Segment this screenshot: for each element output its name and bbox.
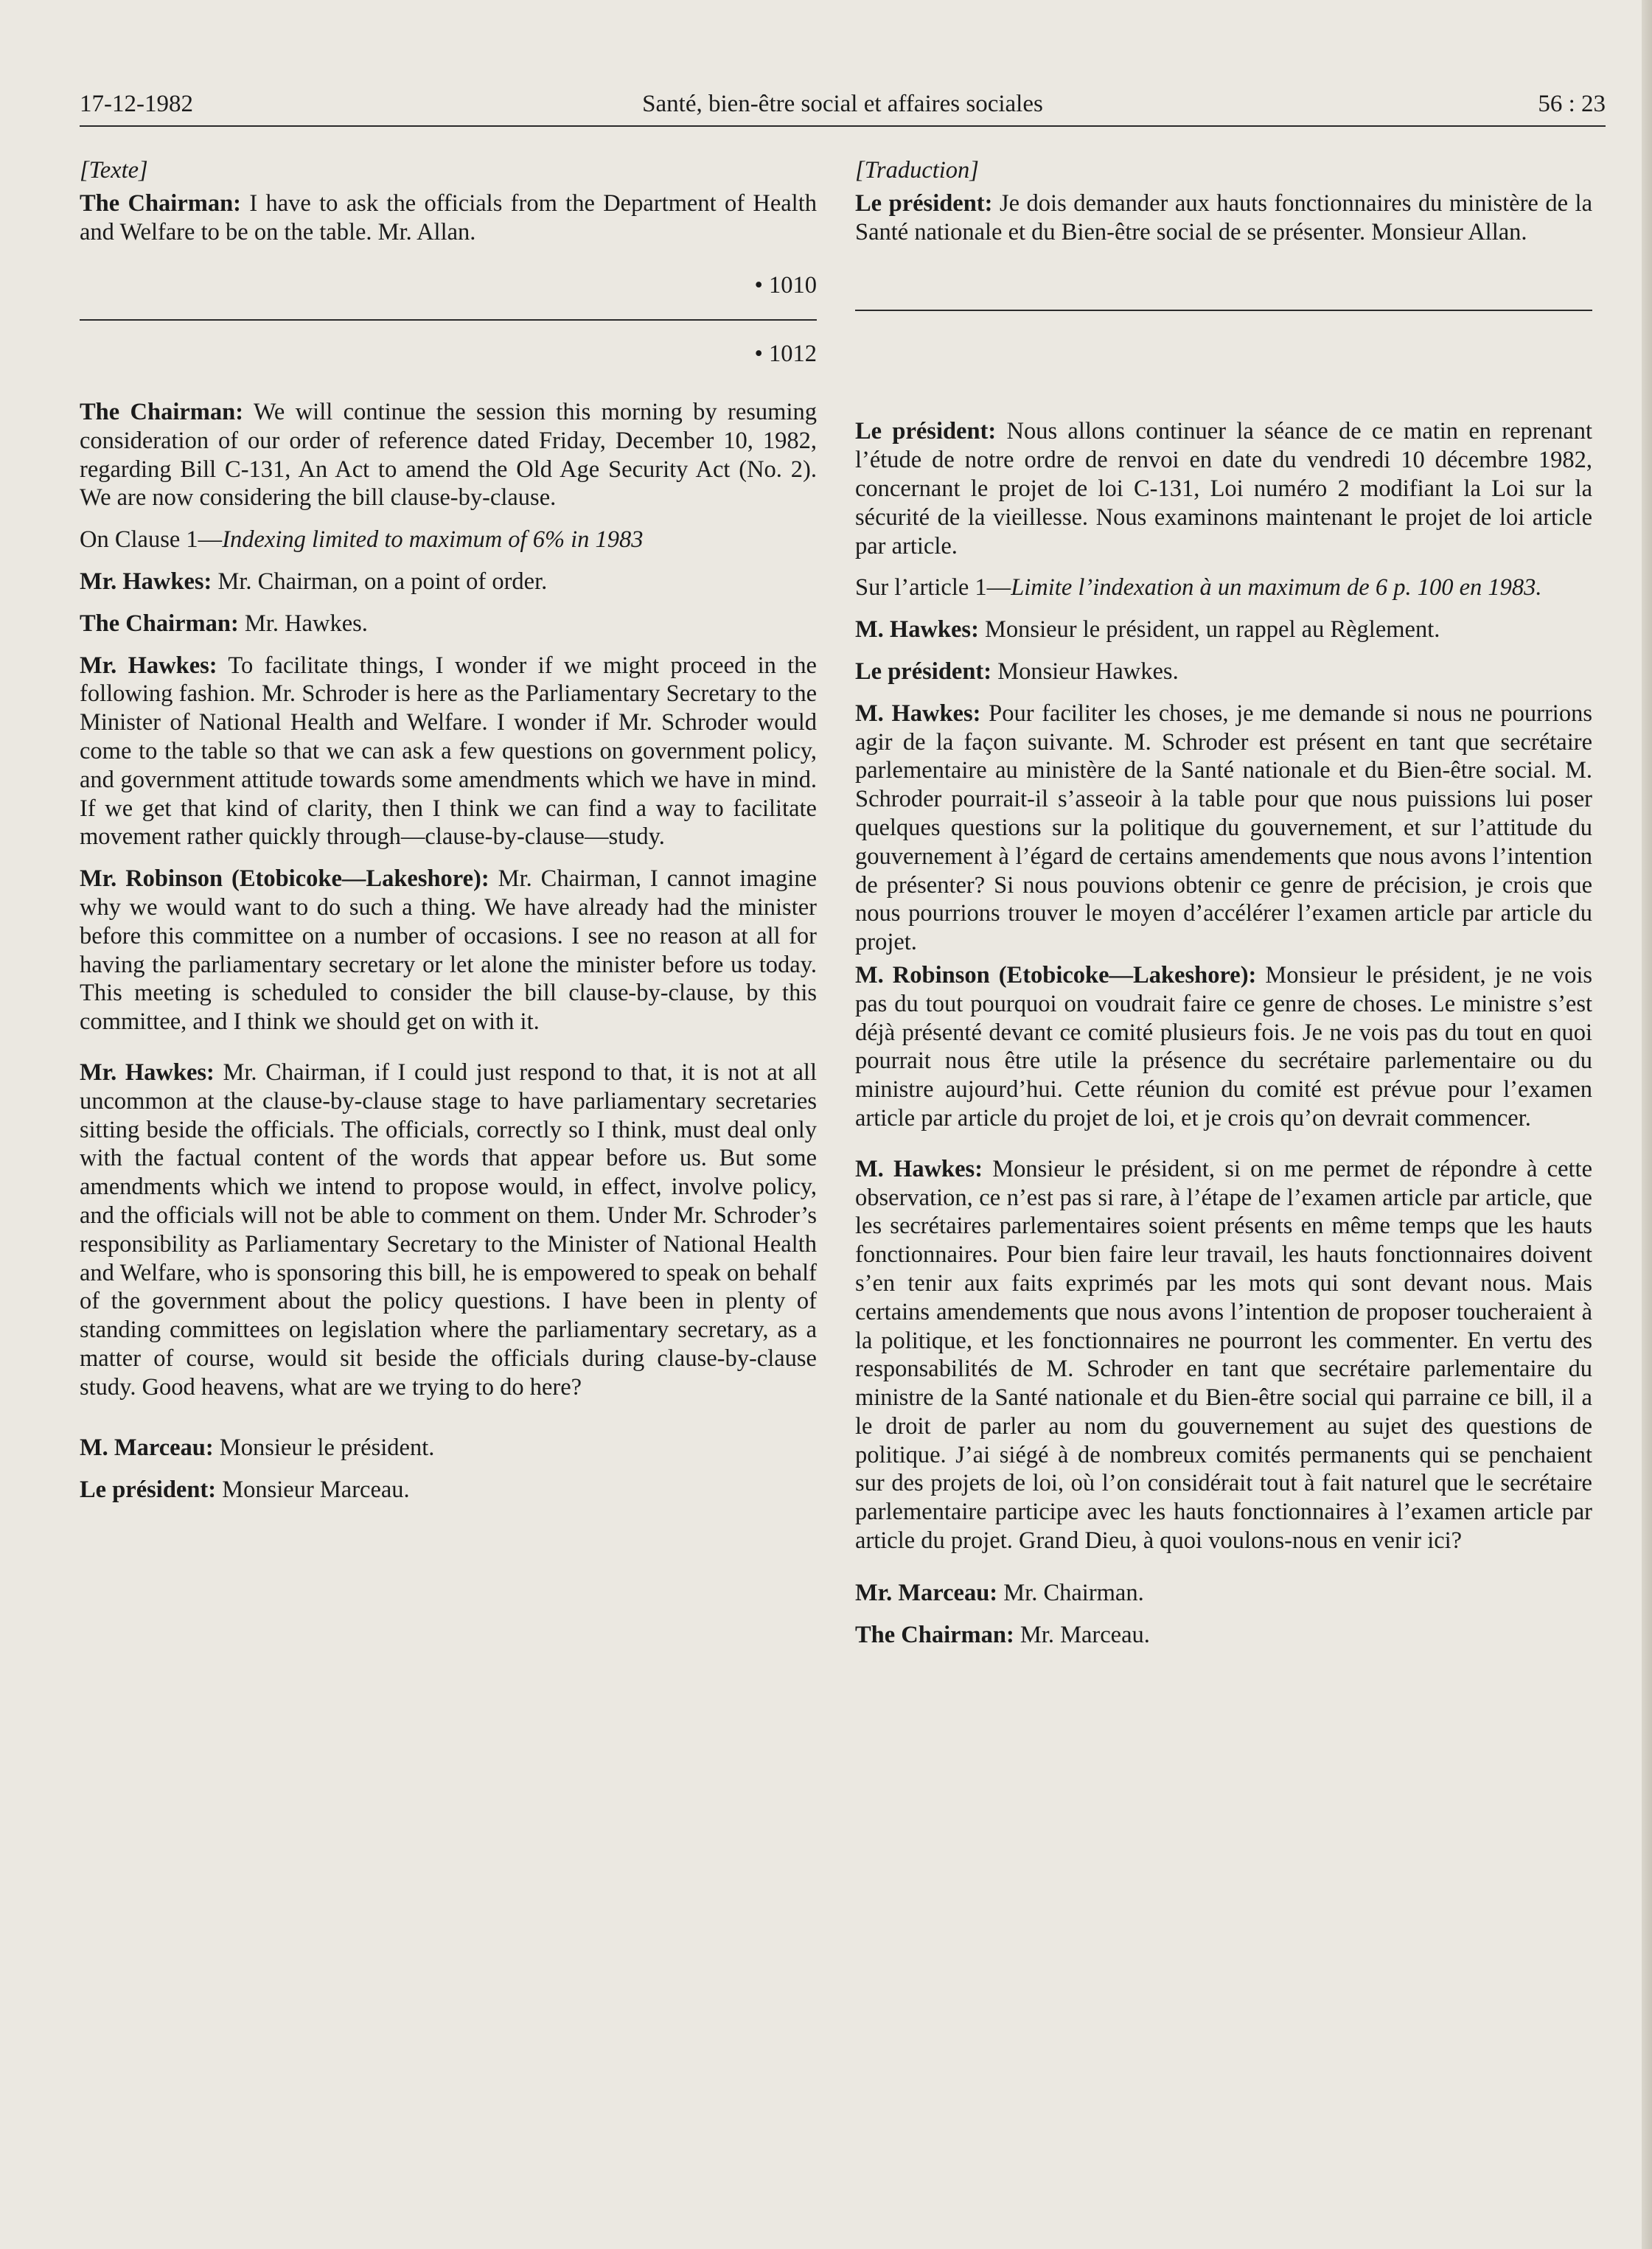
- header-title: Santé, bien-être social et affaires sociales: [642, 91, 1043, 117]
- speaker: M. Robinson (Etobicoke—Lakeshore):: [855, 961, 1257, 988]
- clause-heading: [855, 573, 1592, 602]
- speaker: Le président:: [855, 189, 993, 217]
- paragraph: [80, 1476, 817, 1504]
- speaker: The Chairman:: [80, 610, 239, 637]
- speech: Pour faciliter les choses, je me demande si nous ne pourrions agir de la façon suivante. M. Schroder est présent en tant que secrétaire parlementaire au ministère de la Santé nationale et du Bien-être social. M. Schroder pourrait-il s’asseoir à la table pour que nous puissions lui poser quelques questions sur la politique du gouvernement, et sur l’attitude du gouvernement à l’égard de certains amendements que nous avons l’intention de présenter? Si nous pouvions obtenir ce genre de précision, je crois que nous pourrions trouver le moyen d’accélérer l’examen article par article du projet.: [855, 700, 1592, 956]
- speech: Monsieur le président, un rappel au Règlement.: [978, 616, 1440, 644]
- speaker: Mr. Hawkes:: [80, 568, 212, 595]
- speaker: The Chairman:: [855, 1621, 1014, 1648]
- speech: Mr. Chairman, on a point of order.: [212, 568, 548, 595]
- speech: Mr. Hawkes.: [238, 610, 368, 637]
- speaker: The Chairman:: [80, 398, 244, 425]
- paragraph: [855, 1155, 1592, 1555]
- left-column: [80, 156, 817, 1504]
- paragraph: [80, 865, 817, 1036]
- speech: We will continue the session this morning by resuming consideration of our order of reference dated Friday, December 10, 1982, regarding Bill C-131, An Act to amend the Old Age Security Act (No. 2). We are now considering the bill clause-by-clause.: [80, 398, 817, 512]
- column-tag: [Traduction]: [855, 157, 979, 184]
- paragraph: [855, 417, 1592, 560]
- speech: Monsieur le président, si on me permet de répondre à cette observation, ce n’est pas si rare, à l’étape de l’examen article par article, que les secrétaires parlementaires soient présents en même temps que les hauts fonctionnaires. Pour bien faire leur travail, les hauts fonctionnaires doivent s’en tenir aux faits exprimés par les mots qui sont devant nous. Mais certains amendements que nous avons l’intention de proposer toucheraient à la politique, et les fonctionnaires ne pourront les commenter. En vertu des responsabilités de M. Schroder en tant que secrétaire parlementaire du ministre de la Santé nationale et du Bien-être social qui parraine ce bill, il a le droit de parler au nom du gouvernement au sujet des questions de politique. J’ai siégé à de nombreux comités permanents qui se penchaient sur des projets de loi, où l’on considérait tout à fait naturel que le secrétaire parlementaire participe avec les hauts fonctionnaires à l’examen article par article du projet. Grand Dieu, à quoi voulons-nous en venir ici?: [855, 1155, 1592, 1555]
- speaker: Le président:: [855, 658, 992, 685]
- paragraph: [855, 961, 1592, 1133]
- speech: Monsieur Hawkes.: [991, 658, 1179, 685]
- running-header: [80, 87, 1606, 121]
- paragraph: [855, 616, 1592, 644]
- paragraph: [855, 1621, 1592, 1650]
- paragraph: [80, 398, 817, 512]
- speaker: Mr. Hawkes:: [80, 652, 217, 679]
- clause-title: Limite l’indexation à un maximum de 6 p. 100 en 1983.: [1011, 574, 1542, 602]
- spacer: [855, 311, 1592, 379]
- column-tag: [Texte]: [80, 157, 148, 184]
- section-rule: [80, 319, 817, 321]
- speaker: Le président:: [855, 418, 997, 445]
- speech: Monsieur Marceau.: [216, 1476, 410, 1504]
- speaker: M. Hawkes:: [855, 616, 979, 644]
- speaker: Mr. Robinson (Etobicoke—Lakeshore):: [80, 865, 489, 893]
- speech: Je dois demander aux hauts fonctionnaires du ministère de la Santé nationale et du Bien-être social de se présenter. Monsieur Allan.: [855, 189, 1592, 245]
- speech: Nous allons continuer la séance de ce matin en reprenant l’étude de notre ordre de renvoi en date du vendredi 10 décembre 1982, concernant le projet de loi C-131, Loi numéro 2 modifiant la Loi sur la sécurité de la vieillesse. Nous examinons maintenant le projet de loi article par article.: [855, 418, 1592, 559]
- paragraph: [80, 1059, 817, 1402]
- speech: Mr. Chairman.: [997, 1579, 1144, 1606]
- page-edge-shadow: [1642, 0, 1652, 2249]
- time-marker: • 1010: [754, 272, 817, 299]
- speech: Mr. Chairman, I cannot imagine why we would want to do such a thing. We have already had the minister before this committee on a number of occasions. I see no reason at all for having the parliamentary secretary or let alone the minister before us today. This meeting is scheduled to consider the bill clause-by-clause, by this committee, and I think we should get on with it.: [80, 865, 817, 1036]
- clause-title: Indexing limited to maximum of 6% in 1983: [222, 526, 644, 554]
- right-column: [855, 156, 1592, 1649]
- header-page-number: 56 : 23: [1538, 91, 1606, 117]
- speaker: Le président:: [80, 1476, 217, 1504]
- speaker: M. Hawkes:: [855, 1155, 983, 1182]
- speaker: Mr. Marceau:: [855, 1579, 998, 1606]
- paragraph: [80, 568, 817, 596]
- paragraph: [80, 610, 817, 638]
- speaker: M. Marceau:: [80, 1434, 214, 1462]
- paragraph: [80, 1434, 817, 1462]
- header-date: 17-12-1982: [80, 91, 193, 117]
- paragraph: [855, 189, 1592, 247]
- spacer: [80, 1401, 817, 1434]
- speaker: The Chairman:: [80, 189, 241, 217]
- header-rule: [80, 125, 1606, 127]
- paragraph: [855, 658, 1592, 686]
- spacer: [80, 369, 817, 398]
- speech: To facilitate things, I wonder if we might proceed in the following fashion. Mr. Schroder is here as the Parliamentary Secretary to the Minister of National Health and Welfare. I wonder if Mr. Schroder would come to the table so that we can ask a few questions on government policy, and government attitude towards some amendments which we have in mind. If we get that kind of clarity, then I think we can find a way to facilitate movement rather quickly through—clause-by-clause—study.: [80, 652, 817, 851]
- speech: I have to ask the officials from the Department of Health and Welfare to be on the table. Mr. Allan.: [80, 189, 817, 245]
- paragraph: [855, 700, 1592, 957]
- paragraph: [80, 189, 817, 247]
- speech: Mr. Chairman, if I could just respond to that, it is not at all uncommon at the clause-by-clause stage to have parliamentary secretaries sitting beside the officials. The officials, correctly so I think, must deal only with the factual content of the words that appear before us. But some amendments which we intend to propose would, in effect, involve policy, and the officials will not be able to comment on them. Under Mr. Schroder’s responsibility as Parliamentary Secretary to the Minister of National Health and Welfare, who is sponsoring this bill, he is empowered to speak on behalf of the government about the policy questions. I have been in plenty of standing committees on legislation where the parliamentary secretary, as a matter of course, would sit beside the officials during clause-by-clause study. Good heavens, what are we trying to do here?: [80, 1059, 817, 1401]
- speech: Monsieur le président.: [213, 1434, 435, 1462]
- clause-heading: [80, 526, 817, 554]
- speech: Mr. Marceau.: [1014, 1621, 1150, 1648]
- time-marker: • 1012: [754, 341, 817, 368]
- clause-lead: On Clause 1—: [80, 526, 223, 554]
- speaker: M. Hawkes:: [855, 700, 981, 727]
- paragraph: [855, 1579, 1592, 1608]
- speech: Monsieur le président, je ne vois pas du tout pourquoi on voudrait faire ce genre de choses. Le ministre s’est déjà présenté devant ce comité plusieurs fois. Je ne vois pas du tout en quoi pourrait nous être utile la présence du secrétaire parlementaire ou du ministre aujourd’hui. Cette réunion du comité est prévue pour l’examen article par article du projet de loi, et je crois qu’on devrait commencer.: [855, 961, 1592, 1132]
- clause-lead: Sur l’article 1—: [855, 574, 1011, 602]
- speaker: Mr. Hawkes:: [80, 1059, 215, 1086]
- paragraph: [80, 652, 817, 852]
